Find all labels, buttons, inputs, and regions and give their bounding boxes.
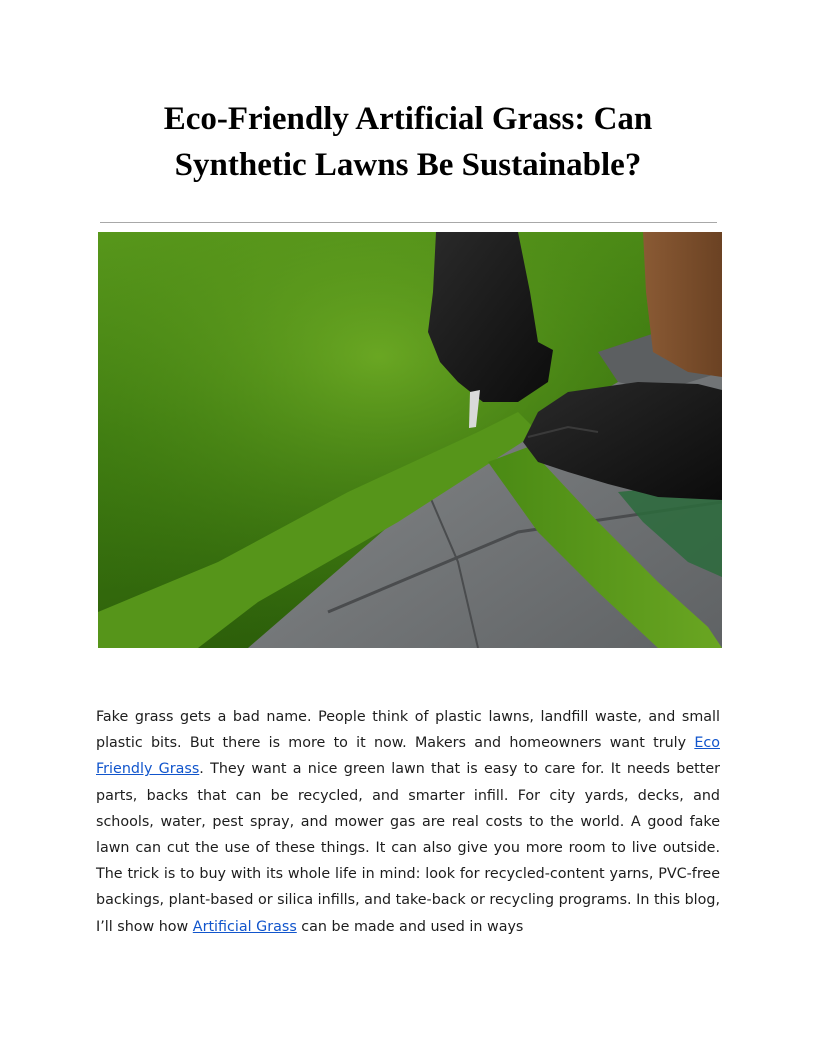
document-title [96, 96, 720, 188]
paragraph-text-2: . They want a nice green lawn that is easy to care for. It needs better parts, backs that can be recycled, and smarter infill. For city yards, decks, and schools, water, pest spray, and mower gas are real costs to the world. A good fake lawn can cut the use of these things. It can also give you more room to live outside. The trick is to buy with its whole life in mind: look for recycled-content yarns, PVC-free backings, plant-based or silica infills, and take-back or recycling programs. In this blog, I’ll show how [96, 761, 721, 935]
hero-image [98, 232, 722, 648]
artificial-grass-link[interactable]: Artificial Grass [192, 918, 297, 935]
title-divider [100, 222, 717, 223]
hero-illustration [98, 232, 722, 648]
title-line-1: Eco-Friendly Artificial Grass: Can [163, 101, 653, 137]
body-paragraph [96, 704, 720, 940]
paragraph-text-1: Fake grass gets a bad name. People think of plastic lawns, landfill waste, and small plastic bits. But there is more to it now. Makers and homeowners want truly [96, 709, 720, 752]
title-line-2: Synthetic Lawns Be Sustainable? [174, 147, 642, 183]
eco-friendly-grass-link[interactable]: Eco Friendly Grass [96, 735, 720, 778]
paragraph-text-3: can be made and used in ways [296, 918, 524, 935]
